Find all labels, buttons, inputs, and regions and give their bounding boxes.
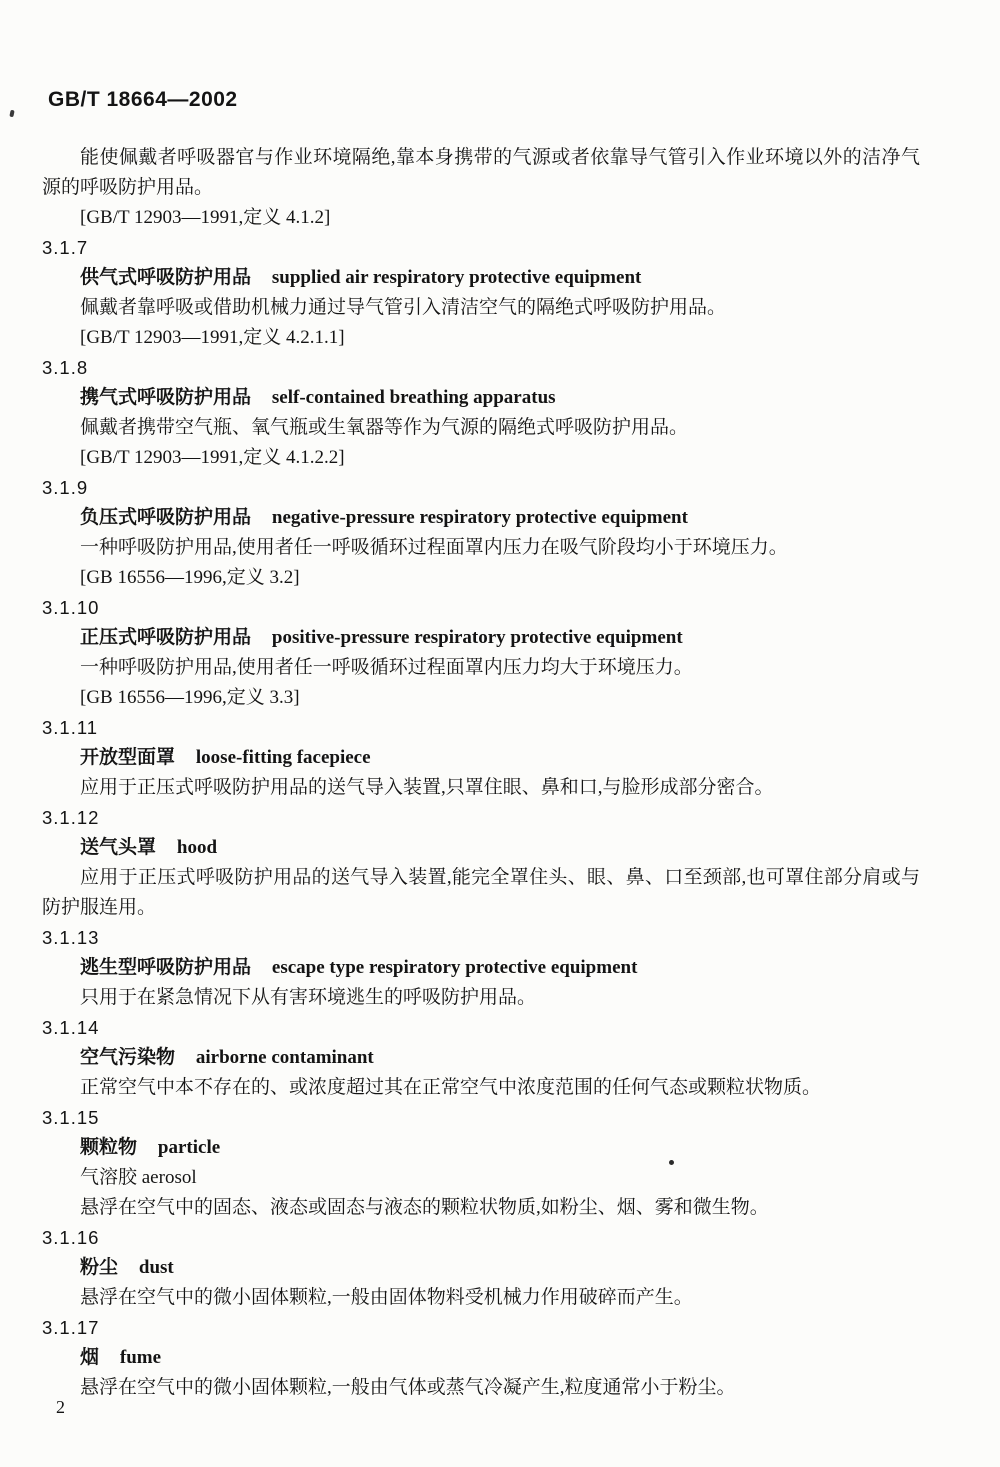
definition-section xyxy=(42,353,920,473)
term-en: escape type respiratory protective equipment xyxy=(271,957,638,978)
definition-term-line xyxy=(42,503,920,533)
definition-section xyxy=(42,923,920,1013)
definition-number: 3.1.12 xyxy=(42,807,100,828)
definition-number: 3.1.17 xyxy=(42,1317,100,1338)
standard-number-header: GB/T 18664—2002 xyxy=(48,88,238,111)
intro-source-reference: [GB/T 12903—1991,定义 4.1.2] xyxy=(80,207,331,228)
definition-body: 应用于正压式呼吸防护用品的送气导入装置,能完全罩住头、眼、鼻、口至颈部,也可罩住部分肩或与防护服连用。 xyxy=(42,867,920,918)
definition-source: [GB 16556—1996,定义 3.2] xyxy=(80,567,300,588)
term-zh: 供气式呼吸防护用品 xyxy=(80,267,252,288)
definition-number: 3.1.14 xyxy=(42,1017,100,1038)
definition-section xyxy=(42,1223,920,1313)
term-en: loose-fitting facepiece xyxy=(195,747,371,768)
definition-body: 悬浮在空气中的微小固体颗粒,一般由固体物料受机械力作用破碎而产生。 xyxy=(80,1287,693,1308)
definition-term-line xyxy=(42,1043,920,1073)
term-en: positive-pressure respiratory protective equipment xyxy=(271,627,683,648)
term-en: hood xyxy=(176,837,218,858)
term-zh: 空气污染物 xyxy=(80,1047,176,1068)
definition-term-line xyxy=(42,263,920,293)
definition-section xyxy=(42,233,920,353)
definition-number: 3.1.15 xyxy=(42,1107,100,1128)
term-zh: 负压式呼吸防护用品 xyxy=(80,507,252,528)
term-en: supplied air respiratory protective equipment xyxy=(271,267,642,288)
definition-number: 3.1.7 xyxy=(42,237,89,258)
definition-term-line xyxy=(42,383,920,413)
definition-synonym: 气溶胶 aerosol xyxy=(80,1167,197,1188)
term-zh: 颗粒物 xyxy=(80,1137,138,1158)
definition-body: 佩戴者携带空气瓶、氧气瓶或生氧器等作为气源的隔绝式呼吸防护用品。 xyxy=(80,417,689,438)
term-en: airborne contaminant xyxy=(195,1047,374,1068)
term-zh: 携气式呼吸防护用品 xyxy=(80,387,252,408)
term-zh: 正压式呼吸防护用品 xyxy=(80,627,252,648)
term-zh: 烟 xyxy=(80,1347,100,1368)
definition-body: 悬浮在空气中的微小固体颗粒,一般由气体或蒸气冷凝产生,粒度通常小于粉尘。 xyxy=(80,1377,736,1398)
definition-section xyxy=(42,1313,920,1403)
term-en: fume xyxy=(119,1347,162,1368)
definitions-list xyxy=(42,233,920,1403)
definition-body: 正常空气中本不存在的、或浓度超过其在正常空气中浓度范围的任何气态或颗粒状物质。 xyxy=(80,1077,822,1098)
definition-term-line xyxy=(42,953,920,983)
definition-source: [GB 16556—1996,定义 3.3] xyxy=(80,687,300,708)
definition-number: 3.1.9 xyxy=(42,477,89,498)
term-en: particle xyxy=(157,1137,221,1158)
definition-term-line xyxy=(42,1343,920,1373)
definition-body: 只用于在紧急情况下从有害环境逃生的呼吸防护用品。 xyxy=(80,987,537,1008)
definition-section xyxy=(42,1013,920,1103)
definition-section xyxy=(42,1103,920,1223)
definition-term-line xyxy=(42,623,920,653)
term-zh: 逃生型呼吸防护用品 xyxy=(80,957,252,978)
definition-number: 3.1.10 xyxy=(42,597,100,618)
term-en: dust xyxy=(138,1257,174,1278)
definition-body: 悬浮在空气中的固态、液态或固态与液态的颗粒状物质,如粉尘、烟、雾和微生物。 xyxy=(80,1197,769,1218)
definition-number: 3.1.13 xyxy=(42,927,100,948)
scan-speck xyxy=(9,110,14,118)
term-en: negative-pressure respiratory protective equipment xyxy=(271,507,688,528)
definition-term-line xyxy=(42,1133,920,1163)
scan-speck xyxy=(669,1160,674,1165)
document-body xyxy=(42,143,920,1403)
definition-source: [GB/T 12903—1991,定义 4.2.1.1] xyxy=(80,327,345,348)
definition-body: 一种呼吸防护用品,使用者任一呼吸循环过程面罩内压力均大于环境压力。 xyxy=(80,657,693,678)
page-number: 2 xyxy=(56,1397,65,1417)
definition-term-line xyxy=(42,833,920,863)
definition-number: 3.1.16 xyxy=(42,1227,100,1248)
definition-section xyxy=(42,473,920,593)
term-zh: 送气头罩 xyxy=(80,837,157,858)
definition-body: 一种呼吸防护用品,使用者任一呼吸循环过程面罩内压力在吸气阶段均小于环境压力。 xyxy=(80,537,788,558)
term-en: self-contained breathing apparatus xyxy=(271,387,556,408)
definition-body: 佩戴者靠呼吸或借助机械力通过导气管引入清洁空气的隔绝式呼吸防护用品。 xyxy=(80,297,727,318)
definition-section xyxy=(42,713,920,803)
definition-term-line xyxy=(42,743,920,773)
intro-paragraph: 能使佩戴者呼吸器官与作业环境隔绝,靠本身携带的气源或者依靠导气管引入作业环境以外的洁净气源的呼吸防护用品。 xyxy=(42,147,920,198)
definition-section xyxy=(42,593,920,713)
term-zh: 粉尘 xyxy=(80,1257,119,1278)
definition-number: 3.1.8 xyxy=(42,357,89,378)
definition-term-line xyxy=(42,1253,920,1283)
definition-number: 3.1.11 xyxy=(42,717,99,738)
definition-section xyxy=(42,803,920,923)
definition-body: 应用于正压式呼吸防护用品的送气导入装置,只罩住眼、鼻和口,与脸形成部分密合。 xyxy=(80,777,774,798)
definition-source: [GB/T 12903—1991,定义 4.1.2.2] xyxy=(80,447,345,468)
term-zh: 开放型面罩 xyxy=(80,747,176,768)
